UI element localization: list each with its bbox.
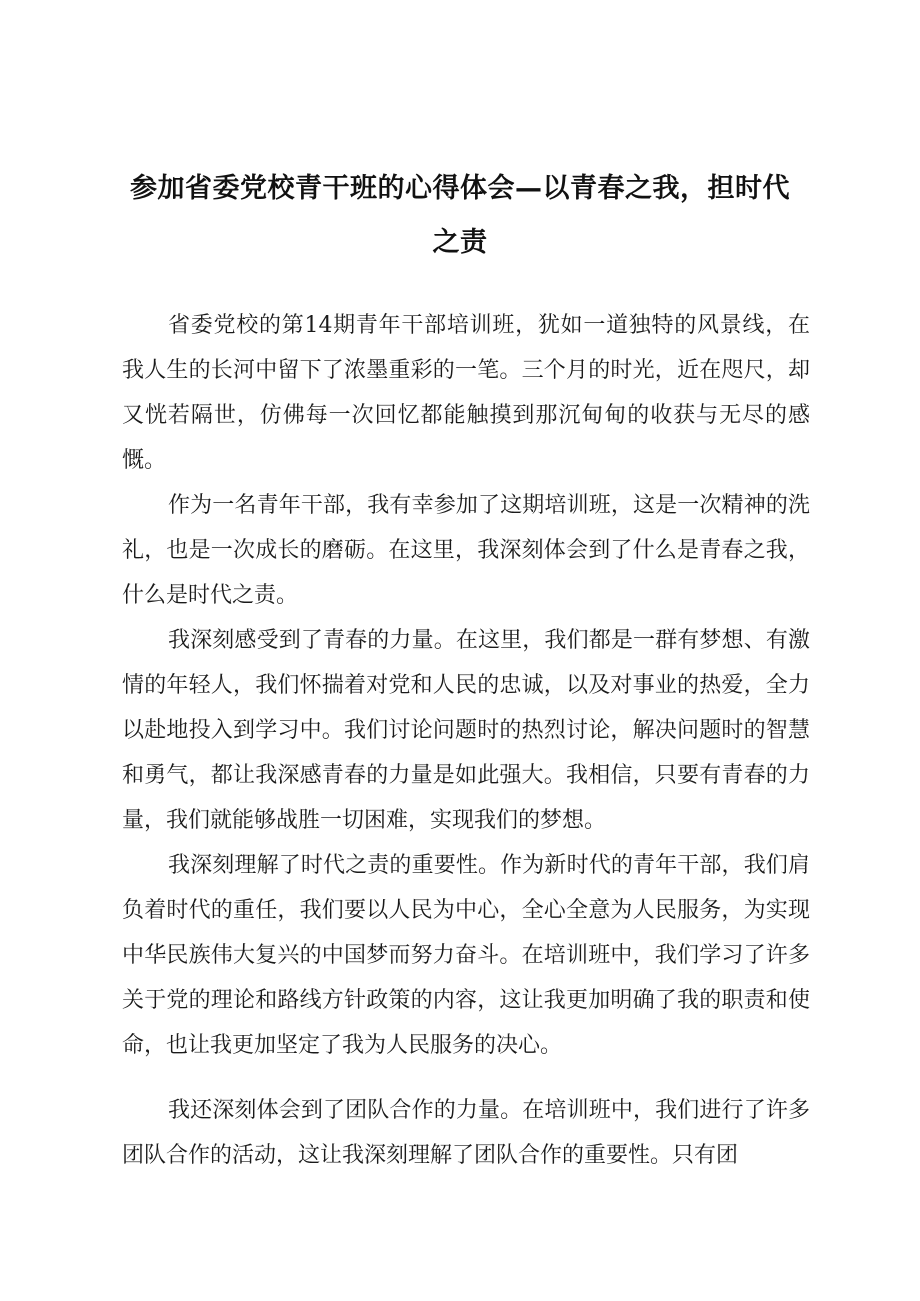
paragraph-5: 我还深刻体会到了团队合作的力量。在培训班中，我们进行了许多团队合作的活动，这让我深刻理解了团队合作的重要性。只有团 [122, 1098, 810, 1168]
paragraph-1: 省委党校的第14期青年干部培训班，犹如一道独特的风景线，在我人生的长河中留下了浓墨重彩的一笔。三个月的时光，近在咫尺，却又恍若隔世，仿佛每一次回忆都能触摸到那沉甸甸的收获与无尽的感慨。 [122, 313, 810, 473]
document-title: 参加省委党校青干班的心得体会—以青春之我，担时代之责 [130, 173, 790, 258]
paragraph-4: 我深刻理解了时代之责的重要性。作为新时代的青年干部，我们肩负着时代的重任，我们要以人民为中心，全心全意为人民服务，为实现中华民族伟大复兴的中国梦而努力奋斗。在培训班中，我们学习了许多关于党的理论和路线方针政策的内容，这让我更加明确了我的职责和使命，也让我更加坚定了我为人民服务的决心。 [122, 853, 810, 1058]
paragraph-3: 我深刻感受到了青春的力量。在这里，我们都是一群有梦想、有激情的年轻人，我们怀揣着对党和人民的忠诚，以及对事业的热爱，全力以赴地投入到学习中。我们讨论问题时的热烈讨论，解决问题时的智慧和勇气，都让我深感青春的力量是如此强大。我相信，只要有青春的力量，我们就能够战胜一切困难，实现我们的梦想。 [122, 628, 810, 833]
document-body [122, 303, 810, 1178]
paragraph-2: 作为一名青年干部，我有幸参加了这期培训班，这是一次精神的洗礼，也是一次成长的磨砺。在这里，我深刻体会到了什么是青春之我，什么是时代之责。 [122, 493, 810, 608]
